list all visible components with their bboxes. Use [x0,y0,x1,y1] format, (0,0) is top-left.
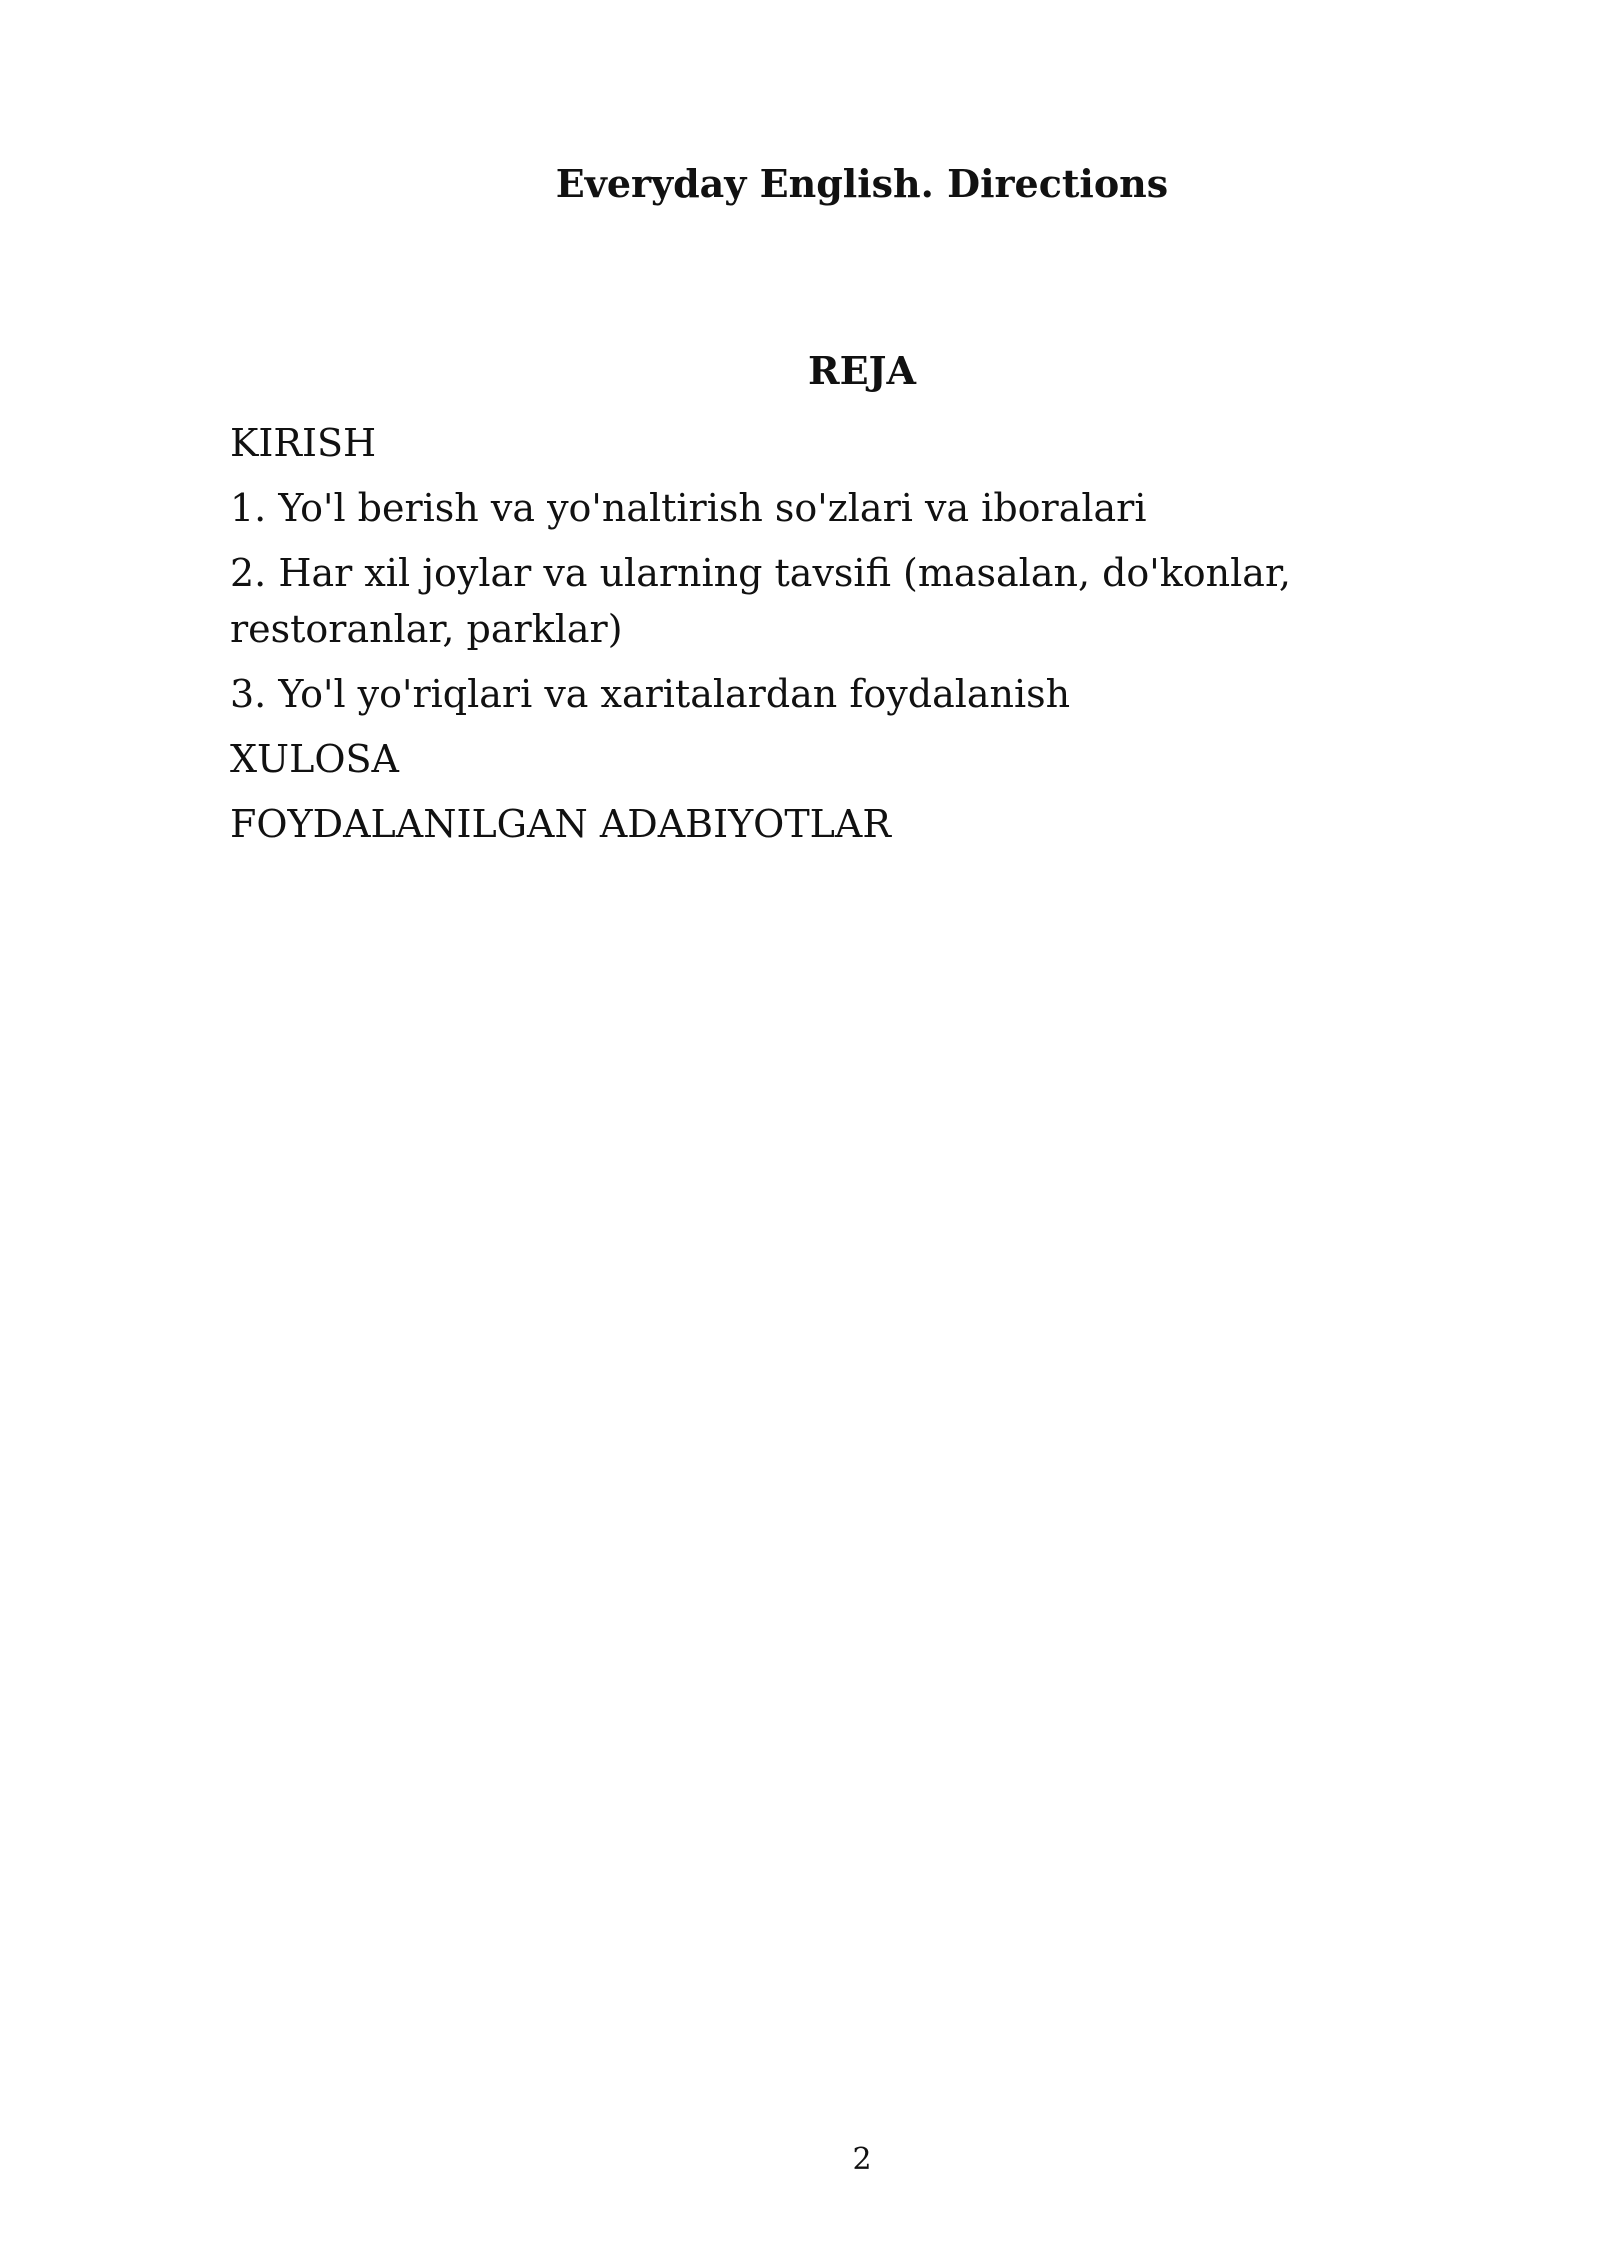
plan-item-2: 2. Har xil joylar va ularning tavsifi (masalan, do'konlar, restoranlar, parklar) [230,551,1292,651]
plan-item-conclusion: XULOSA [230,737,399,781]
plan-list [230,415,1380,861]
document-title: Everyday English. Directions [555,161,1169,206]
plan-item-3: 3. Yo'l yo'riqlari va xaritalardan foydalanish [230,672,1071,716]
plan-heading: REJA [807,348,916,393]
page-number: 2 [852,2142,872,2177]
plan-item-references: FOYDALANILGAN ADABIYOTLAR [230,802,891,846]
plan-item-introduction: KIRISH [230,421,377,465]
plan-item-1: 1. Yo'l berish va yo'naltirish so'zlari va iboralari [230,486,1147,530]
